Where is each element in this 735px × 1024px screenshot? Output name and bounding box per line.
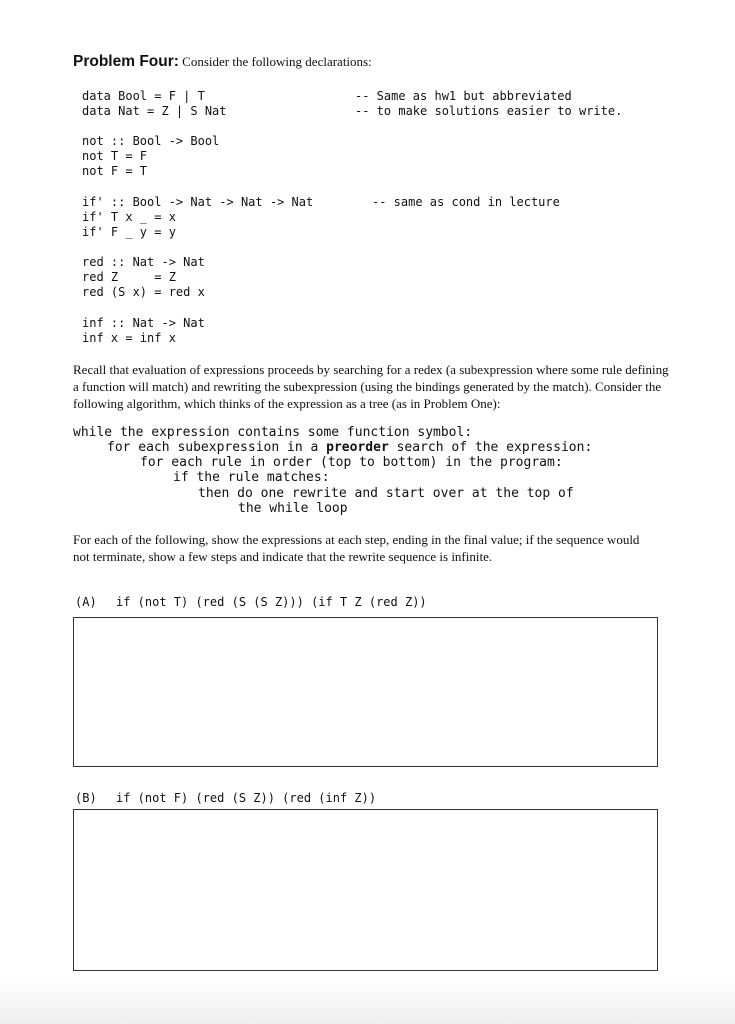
code-not-signature: not :: Bool -> Bool	[82, 134, 220, 148]
algorithm-line-4: if the rule matches:	[173, 470, 330, 485]
answer-box-a[interactable]	[73, 617, 658, 767]
code-decl-nat: data Nat = Z | S Nat	[82, 104, 227, 118]
instructions-paragraph: For each of the following, show the expressions at each step, ending in the final value; if the sequence would not terminate, show a few steps and indicate that the rewrite sequence is infinite.	[73, 532, 640, 564]
code-inf-definition: inf x = inf x	[82, 331, 176, 345]
code-red-signature: red :: Nat -> Nat	[82, 255, 205, 269]
code-if-signature: if' :: Bool -> Nat -> Nat -> Nat	[82, 195, 314, 209]
algorithm-line-2-post: search of the expression:	[388, 440, 593, 455]
problem-title	[73, 53, 372, 71]
algorithm-line-6: the while loop	[238, 501, 348, 516]
problem-title-bold: Problem Four:	[73, 53, 179, 70]
code-decl-bool: data Bool = F | T	[82, 89, 205, 103]
code-if-comment: -- same as cond in lecture	[372, 195, 560, 209]
page-bottom-shadow	[0, 978, 735, 1024]
question-b-label: (B)	[75, 791, 97, 805]
algorithm-line-5: then do one rewrite and start over at the top of	[198, 486, 574, 501]
problem-title-rest: Consider the following declarations:	[178, 54, 372, 69]
code-if-true: if' T x _ = x	[82, 210, 176, 224]
algorithm-line-2	[107, 440, 592, 455]
code-comment-2: -- to make solutions easier to write.	[355, 104, 623, 118]
algorithm-keyword-preorder: preorder	[326, 440, 389, 455]
code-red-succ: red (S x) = red x	[82, 285, 205, 299]
recall-paragraph: Recall that evaluation of expressions proceeds by searching for a redex (a subexpression where some rule defining a function will match) and rewriting the subexpression (using the bindings generated by the match). Consider the following algorithm, which thinks of the expression as a tree (as in Problem One):	[73, 362, 669, 411]
answer-box-b[interactable]	[73, 809, 658, 971]
algorithm-line-1: while the expression contains some function symbol:	[73, 425, 473, 440]
code-inf-signature: inf :: Nat -> Nat	[82, 316, 205, 330]
code-not-true: not T = F	[82, 149, 148, 163]
question-a-expression: if (not T) (red (S (S Z))) (if T Z (red Z))	[116, 595, 427, 609]
code-not-false: not F = T	[82, 164, 148, 178]
code-comment-1: -- Same as hw1 but abbreviated	[355, 89, 572, 103]
algorithm-line-2-pre: for each subexpression in a	[107, 440, 327, 455]
question-b-expression: if (not F) (red (S Z)) (red (inf Z))	[116, 791, 377, 805]
code-red-zero: red Z = Z	[82, 270, 176, 284]
algorithm-line-3: for each rule in order (top to bottom) in the program:	[140, 455, 563, 470]
question-a-label: (A)	[75, 595, 97, 609]
code-if-false: if' F _ y = y	[82, 225, 176, 239]
